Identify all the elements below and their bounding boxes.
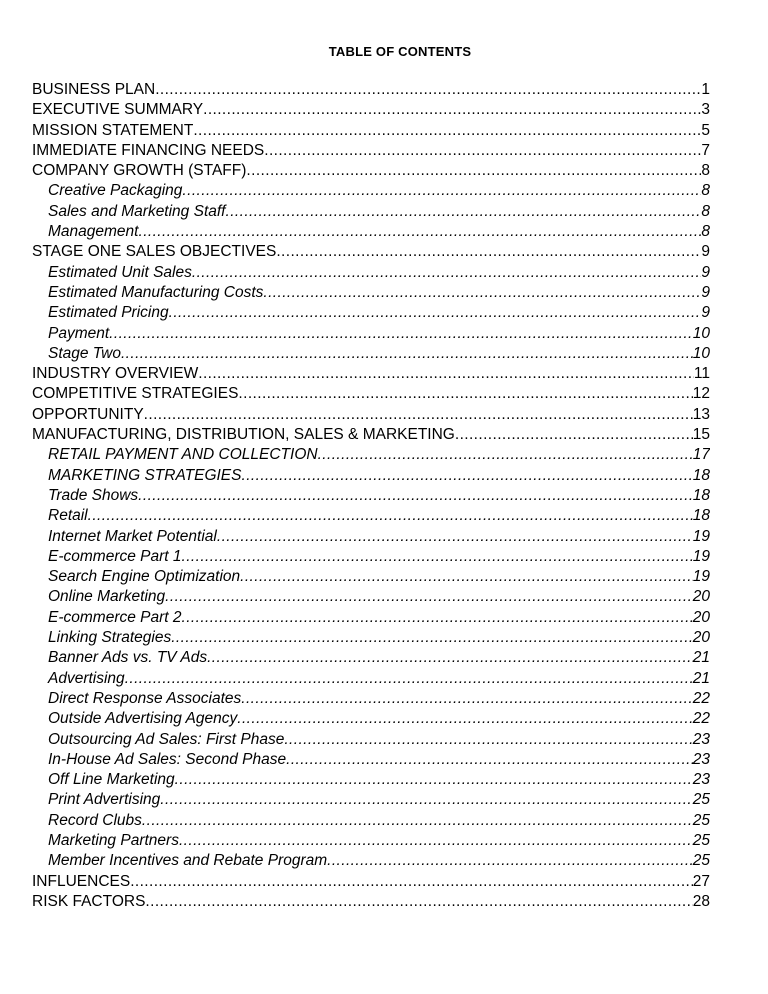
toc-entry-page-number: 3 <box>701 101 710 119</box>
toc-entry-page-number: 7 <box>701 141 710 159</box>
toc-entry-label: Direct Response Associates <box>48 689 242 707</box>
toc-subentry[interactable] <box>32 222 710 242</box>
toc-entry-page-number: 25 <box>692 811 710 829</box>
toc-subentry[interactable] <box>32 648 710 668</box>
toc-subentry[interactable] <box>32 669 710 689</box>
toc-subentry[interactable] <box>32 689 710 709</box>
toc-dot-leader <box>145 892 692 912</box>
toc-dot-leader <box>263 283 701 303</box>
toc-entry-label: Off Line Marketing <box>48 771 175 789</box>
toc-entry-page-number: 9 <box>701 263 710 281</box>
toc-subentry[interactable] <box>32 709 710 729</box>
toc-entry-page-number: 23 <box>692 771 710 789</box>
toc-entry-page-number: 9 <box>701 304 710 322</box>
toc-entry-label: Estimated Manufacturing Costs <box>48 283 264 301</box>
toc-entry[interactable] <box>32 364 710 384</box>
toc-entry-label: In-House Ad Sales: Second Phase <box>48 750 287 768</box>
toc-dot-leader <box>286 750 693 770</box>
toc-dot-leader <box>155 80 701 100</box>
toc-subentry[interactable] <box>32 506 710 526</box>
toc-dot-leader <box>171 628 693 648</box>
toc-entry-label: Payment <box>48 324 110 342</box>
toc-entry[interactable] <box>32 425 710 445</box>
toc-entry-label: Advertising <box>48 669 125 687</box>
toc-dot-leader <box>193 121 701 141</box>
toc-dot-leader <box>109 324 693 344</box>
toc-dot-leader <box>138 486 693 506</box>
toc-entry[interactable] <box>32 892 710 912</box>
toc-subentry[interactable] <box>32 811 710 831</box>
toc-entry[interactable] <box>32 384 710 404</box>
toc-entry-page-number: 12 <box>692 385 710 403</box>
toc-entry[interactable] <box>32 872 710 892</box>
toc-entry-label: RISK FACTORS <box>32 892 146 910</box>
toc-entry-page-number: 18 <box>692 507 710 525</box>
toc-entry-label: EXECUTIVE SUMMARY <box>32 101 204 119</box>
toc-dot-leader <box>455 425 693 445</box>
toc-subentry[interactable] <box>32 770 710 790</box>
toc-subentry[interactable] <box>32 831 710 851</box>
toc-dot-leader <box>175 770 693 790</box>
toc-entry[interactable] <box>32 100 710 120</box>
toc-entry-label: Creative Packaging <box>48 182 183 200</box>
toc-entry-page-number: 10 <box>692 344 710 362</box>
toc-entry-label: Record Clubs <box>48 811 142 829</box>
toc-subentry[interactable] <box>32 628 710 648</box>
toc-entry[interactable] <box>32 121 710 141</box>
toc-entry-label: Trade Shows <box>48 486 139 504</box>
toc-entry-page-number: 8 <box>701 223 710 241</box>
toc-entry-page-number: 23 <box>692 750 710 768</box>
toc-entry-page-number: 19 <box>692 568 710 586</box>
toc-dot-leader <box>246 161 701 181</box>
toc-subentry[interactable] <box>32 181 710 201</box>
toc-entry-label: Banner Ads vs. TV Ads <box>48 649 208 667</box>
toc-dot-leader <box>160 790 692 810</box>
toc-entry-page-number: 8 <box>701 202 710 220</box>
toc-entry-label: INDUSTRY OVERVIEW <box>32 365 199 383</box>
toc-entry-page-number: 18 <box>692 486 710 504</box>
toc-dot-leader <box>241 689 692 709</box>
toc-subentry[interactable] <box>32 851 710 871</box>
toc-dot-leader <box>182 181 701 201</box>
toc-dot-leader <box>121 344 693 364</box>
toc-entry-label: MANUFACTURING, DISTRIBUTION, SALES & MARKETING <box>32 426 455 444</box>
toc-dot-leader <box>144 405 693 425</box>
toc-entry-label: IMMEDIATE FINANCING NEEDS <box>32 141 265 159</box>
toc-dot-leader <box>240 567 693 587</box>
toc-entry-page-number: 9 <box>701 243 710 261</box>
toc-entry-label: COMPANY GROWTH (STAFF) <box>32 162 247 180</box>
toc-entry-page-number: 20 <box>692 588 710 606</box>
toc-subentry[interactable] <box>32 547 710 567</box>
toc-entry-label: E-commerce Part 2 <box>48 608 182 626</box>
toc-entry-page-number: 9 <box>701 283 710 301</box>
toc-entry-page-number: 25 <box>692 852 710 870</box>
toc-entry-page-number: 22 <box>692 710 710 728</box>
toc-entry-label: Internet Market Potential <box>48 527 217 545</box>
toc-entry-label: Management <box>48 223 139 241</box>
toc-dot-leader <box>130 872 693 892</box>
toc-dot-leader <box>198 364 694 384</box>
toc-entry-label: Estimated Unit Sales <box>48 263 192 281</box>
toc-entry-page-number: 19 <box>692 547 710 565</box>
toc-dot-leader <box>242 466 693 486</box>
toc-entry-label: Stage Two <box>48 344 121 362</box>
toc-entry-page-number: 20 <box>692 629 710 647</box>
toc-entry[interactable] <box>32 141 710 161</box>
toc-entry[interactable] <box>32 161 710 181</box>
toc-dot-leader <box>192 263 702 283</box>
toc-dot-leader <box>125 669 693 689</box>
toc-entry-page-number: 23 <box>692 730 710 748</box>
toc-dot-leader <box>217 527 693 547</box>
toc-entry-page-number: 8 <box>701 182 710 200</box>
toc-dot-leader <box>276 242 701 262</box>
toc-entry-label: BUSINESS PLAN <box>32 81 156 98</box>
toc-subentry[interactable] <box>32 344 710 364</box>
toc-entry-label: MARKETING STRATEGIES <box>48 466 242 484</box>
toc-entry-label: Marketing Partners <box>48 831 179 849</box>
toc-dot-leader <box>203 100 701 120</box>
toc-entry-page-number: 27 <box>692 872 710 890</box>
toc-dot-leader <box>238 384 692 404</box>
toc-entry-page-number: 8 <box>701 162 710 180</box>
toc-entry-label: INFLUENCES <box>32 872 131 890</box>
toc-subentry[interactable] <box>32 790 710 810</box>
toc-entry-page-number: 10 <box>692 324 710 342</box>
toc-entry-page-number: 11 <box>693 365 710 383</box>
toc-title: TABLE OF CONTENTS <box>328 44 472 59</box>
toc-dot-leader <box>237 709 692 729</box>
toc-subentry[interactable] <box>32 608 710 628</box>
toc-entry-label: Print Advertising <box>48 791 161 809</box>
toc-dot-leader <box>226 202 702 222</box>
toc-subentry[interactable] <box>32 567 710 587</box>
toc-subentry[interactable] <box>32 324 710 344</box>
toc-subentry[interactable] <box>32 303 710 323</box>
toc-entry-page-number: 21 <box>692 649 710 667</box>
toc-dot-leader <box>165 587 693 607</box>
toc-dot-leader <box>207 648 693 668</box>
toc-entry-page-number: 25 <box>692 791 710 809</box>
toc-entry-label: Outsourcing Ad Sales: First Phase <box>48 730 285 748</box>
toc-entry-page-number: 25 <box>692 831 710 849</box>
toc-entry-label: Sales and Marketing Staff <box>48 202 226 220</box>
toc-entry-label: Retail <box>48 507 88 525</box>
toc-subentry[interactable] <box>32 527 710 547</box>
toc-entry-page-number: 17 <box>692 446 710 464</box>
toc-dot-leader <box>182 608 693 628</box>
toc-entry-label: Linking Strategies <box>48 629 172 647</box>
toc-entry-label: E-commerce Part 1 <box>48 547 182 565</box>
toc-entry[interactable] <box>32 242 710 262</box>
toc-dot-leader <box>318 445 693 465</box>
toc-entry-label: Online Marketing <box>48 588 166 606</box>
toc-entry-page-number: 5 <box>701 121 710 139</box>
toc-entry-page-number: 18 <box>692 466 710 484</box>
toc-subentry[interactable] <box>32 466 710 486</box>
toc-entry-page-number: 21 <box>692 669 710 687</box>
toc-entry-label: OPPORTUNITY <box>32 405 144 423</box>
toc-entry-page-number: 22 <box>692 689 710 707</box>
toc-entry-label: Outside Advertising Agency <box>48 710 238 728</box>
toc-subentry[interactable] <box>32 263 710 283</box>
toc-entry-page-number: 19 <box>692 527 710 545</box>
toc-dot-leader <box>182 547 693 567</box>
toc-dot-leader <box>142 811 693 831</box>
toc-entry-label: STAGE ONE SALES OBJECTIVES <box>32 243 277 261</box>
toc-subentry[interactable] <box>32 750 710 770</box>
toc-dot-leader <box>327 851 693 871</box>
toc-dot-leader <box>88 506 693 526</box>
toc-subentry[interactable] <box>32 730 710 750</box>
toc-entry-label: RETAIL PAYMENT AND COLLECTION <box>48 446 318 464</box>
toc-entry[interactable] <box>32 405 710 425</box>
toc-subentry[interactable] <box>32 202 710 222</box>
toc-entry-page-number: 28 <box>692 892 710 910</box>
toc-dot-leader <box>169 303 702 323</box>
toc-entry-page-number: 20 <box>692 608 710 626</box>
toc-entry-label: Estimated Pricing <box>48 304 169 322</box>
toc-entry-label: MISSION STATEMENT <box>32 121 194 139</box>
toc-dot-leader <box>138 222 701 242</box>
toc-subentry[interactable] <box>32 486 710 506</box>
toc-entry[interactable] <box>32 80 710 100</box>
toc-subentry[interactable] <box>32 283 710 303</box>
toc-entry-label: Search Engine Optimization <box>48 568 241 586</box>
toc-entry-label: Member Incentives and Rebate Program <box>48 852 328 870</box>
toc-entry-page-number: 13 <box>692 405 710 423</box>
toc-entry-page-number: 1 <box>701 81 710 98</box>
toc-subentry[interactable] <box>32 445 710 465</box>
toc-dot-leader <box>264 141 701 161</box>
toc-dot-leader <box>284 730 692 750</box>
toc-entry-label: COMPETITIVE STRATEGIES <box>32 385 239 403</box>
toc-dot-leader <box>179 831 693 851</box>
toc-entry-page-number: 15 <box>692 426 710 444</box>
toc-subentry[interactable] <box>32 587 710 607</box>
toc-list <box>32 80 710 912</box>
